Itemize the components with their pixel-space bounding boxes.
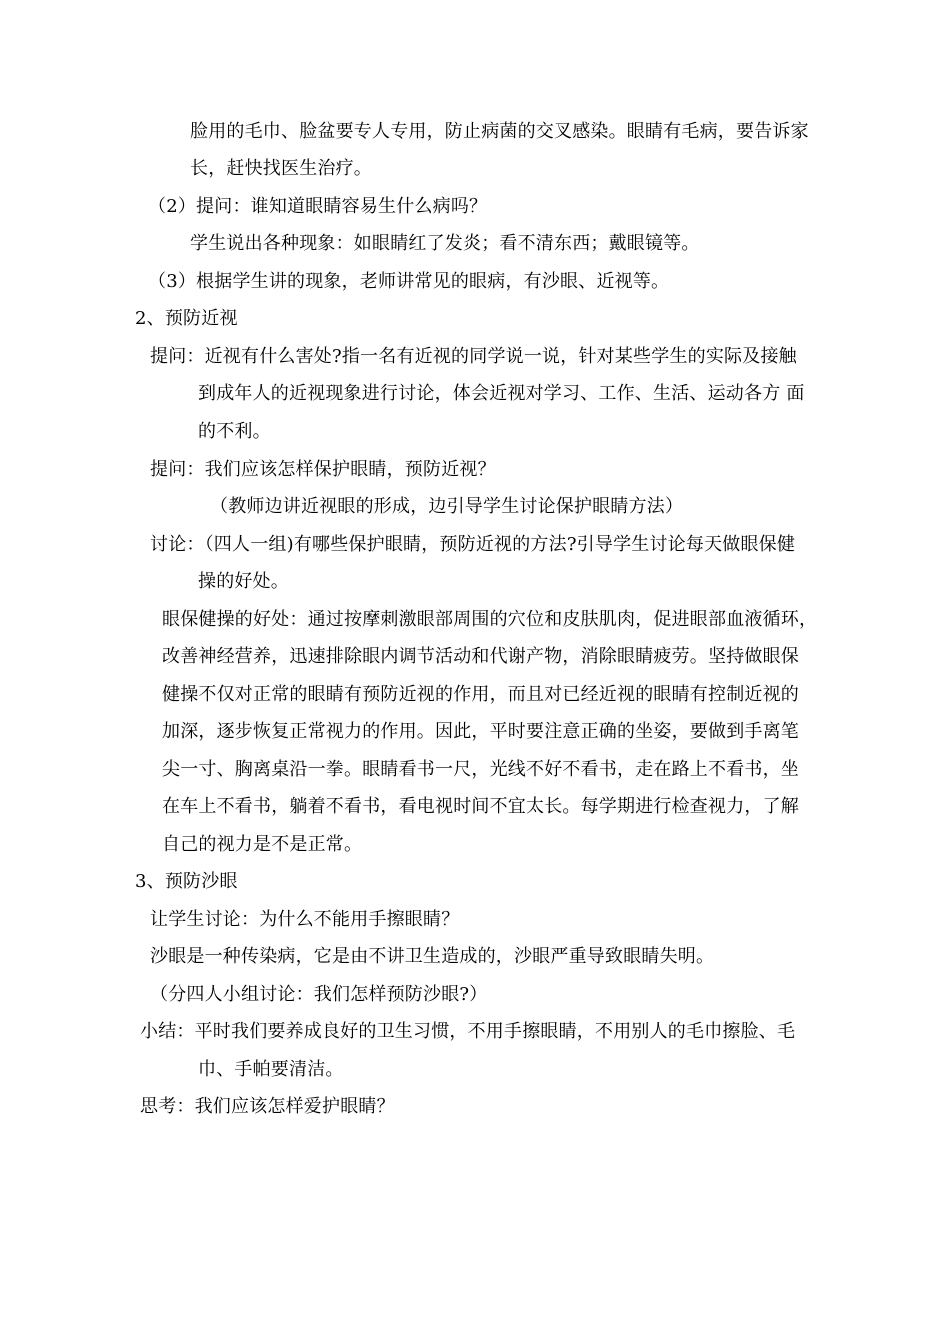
text-line: 提问：近视有什么害处?指一名有近视的同学说一说，针对某些学生的实际及接触 — [150, 346, 797, 367]
text-line: 提问：我们应该怎样保护眼睛，预防近视？ — [150, 459, 496, 480]
text-line: 巾、手帕要清洁。 — [198, 1059, 344, 1080]
text-line: 沙眼是一种传染病，它是由不讲卫生造成的，沙眼严重导致眼睛失明。 — [150, 946, 715, 967]
text-line: 改善神经营养，迅速排除眼内调节活动和代谢产物，消除眼睛疲劳。坚持做眼保 — [162, 646, 799, 667]
text-line: 眼保健操的好处：通过按摩刺激眼部周围的穴位和皮肤肌肉，促进眼部血液循环， — [162, 609, 818, 630]
text-line: 学生说出各种现象：如眼睛红了发炎；看不清东西；戴眼镜等。 — [190, 233, 700, 254]
text-line: 小结：平时我们要养成良好的卫生习惯，不用手擦眼睛，不用别人的毛巾擦脸、毛 — [140, 1021, 796, 1042]
text-line: 健操不仅对正常的眼睛有预防近视的作用，而且对已经近视的眼睛有控制近视的 — [162, 684, 799, 705]
text-line: 在车上不看书，躺着不看书，看电视时间不宜太长。每学期进行检查视力，了解 — [162, 796, 799, 817]
text-line: 长，赶快找医生治疗。 — [190, 158, 372, 179]
text-line: 的不利。 — [198, 421, 271, 442]
text-line: 思考：我们应该怎样爱护眼睛？ — [140, 1096, 395, 1117]
text-line: （教师边讲近视眼的形成，边引导学生讨论保护眼睛方法） — [210, 496, 684, 517]
text-line: （3）根据学生讲的现象，老师讲常见的眼病，有沙眼、近视等。 — [148, 271, 670, 292]
section-heading: 2、预防近视 — [135, 308, 238, 329]
text-line: 加深，逐步恢复正常视力的作用。因此，平时要注意正确的坐姿，要做到手离笔 — [162, 721, 799, 742]
text-line: 讨论：（四人一组)有哪些保护眼睛，预防近视的方法?引导学生讨论每天做眼保健 — [150, 534, 796, 555]
text-line: （分四人小组讨论：我们怎样预防沙眼?） — [150, 984, 488, 1005]
text-line: 尖一寸、胸离桌沿一拳。眼睛看书一尺，光线不好不看书，走在路上不看书，坐 — [162, 759, 799, 780]
text-line: 脸用的毛巾、脸盆要专人专用，防止病菌的交叉感染。眼睛有毛病，要告诉家 — [190, 121, 809, 142]
text-line: （2）提问：谁知道眼睛容易生什么病吗？ — [148, 196, 488, 217]
text-line: 让学生讨论：为什么不能用手擦眼睛？ — [150, 909, 460, 930]
text-line: 自己的视力是不是正常。 — [162, 834, 363, 855]
text-line: 操的好处。 — [198, 571, 289, 592]
text-line: 到成年人的近视现象进行讨论，体会近视对学习、工作、生活、运动各方 面 — [198, 383, 805, 404]
section-heading: 3、预防沙眼 — [135, 871, 238, 892]
